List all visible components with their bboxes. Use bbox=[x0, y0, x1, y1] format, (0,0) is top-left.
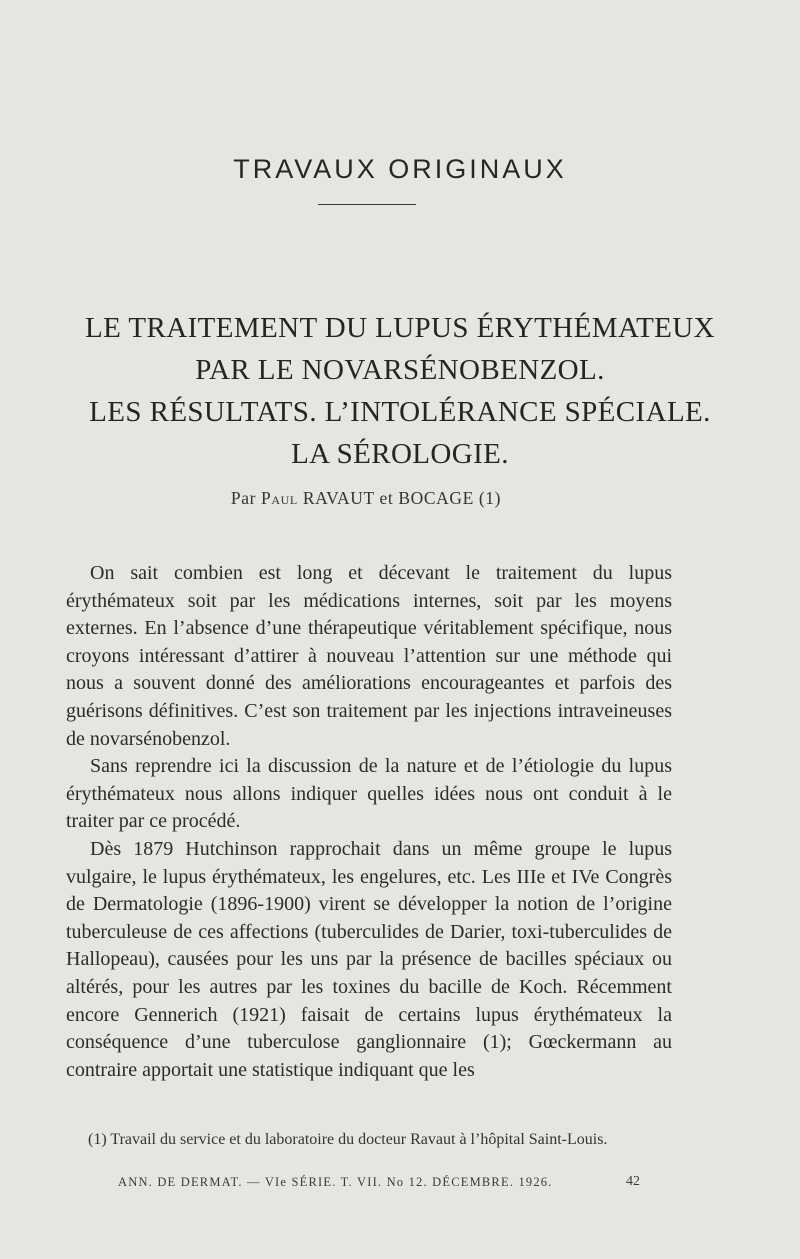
running-footer: ANN. DE DERMAT. — VIe SÉRIE. T. VII. No 12. DÉCEMBRE. 1926. bbox=[118, 1175, 553, 1189]
author-first-name: Paul bbox=[261, 488, 298, 508]
paragraph-2: Sans reprendre ici la discussion de la nature et de l’étiologie du lupus érythémateux nous allons indiquer quelles idées nous ont conduit à le traiter par ce procédé. bbox=[66, 755, 672, 833]
title-rule bbox=[318, 204, 416, 205]
paragraph-1: On sait combien est long et décevant le traitement du lupus érythémateux soit par les médications internes, soit par les moyens externes. En l’absence d’une thérapeutique véritablement spécifique, nous croyons intéressant d’attirer à nouveau l’attention sur une méthode qui nous a souvent donné des améliorations encourageantes et parfois des guérisons définitives. C’est son traitement par les injections intraveineuses de novarsénobenzol. bbox=[66, 562, 672, 750]
footnote: (1) Travail du service et du laboratoire du docteur Ravaut à l’hôpital Saint-Louis. bbox=[88, 1131, 608, 1148]
article-title-line-3: LES RÉSULTATS. L’INTOLÉRANCE SPÉCIALE. bbox=[89, 396, 711, 428]
article-body bbox=[66, 560, 672, 1084]
footnote-reference: (1) bbox=[478, 488, 502, 508]
article-title-line-1: LE TRAITEMENT DU LUPUS ÉRYTHÉMATEUX bbox=[85, 312, 715, 344]
byline-prefix: Par bbox=[230, 488, 257, 508]
page-number: 42 bbox=[626, 1174, 640, 1189]
coauthor-surname: BOCAGE bbox=[398, 488, 474, 508]
byline-conjunction: et bbox=[379, 488, 394, 508]
section-title: TRAVAUX ORIGINAUX bbox=[233, 154, 567, 184]
byline bbox=[0, 488, 732, 509]
article-title-line-2: PAR LE NOVARSÉNOBENZOL. bbox=[195, 354, 605, 386]
article-title-line-4: LA SÉROLOGIE. bbox=[291, 438, 509, 470]
author-surname: RAVAUT bbox=[302, 488, 375, 508]
article-title bbox=[50, 307, 750, 475]
paragraph-3: Dès 1879 Hutchinson rapprochait dans un même groupe le lupus vulgaire, le lupus érythémateux, les engelures, etc. Les IIIe et IVe Congrès de Dermatologie (1896-1900) virent se développer la notion de l’origine tuberculeuse de ces affections (tuberculides de Darier, toxi-tuberculides de Hallopeau), causées pour les uns par la présence de bacilles spéciaux ou altérés, pour les autres par les toxines du bacille de Koch. Récemment encore Gennerich (1921) faisait de certains lupus érythémateux la conséquence d’une tuberculose ganglionnaire (1); Gœckermann au contraire apportait une statistique indiquant que les bbox=[66, 837, 672, 1081]
